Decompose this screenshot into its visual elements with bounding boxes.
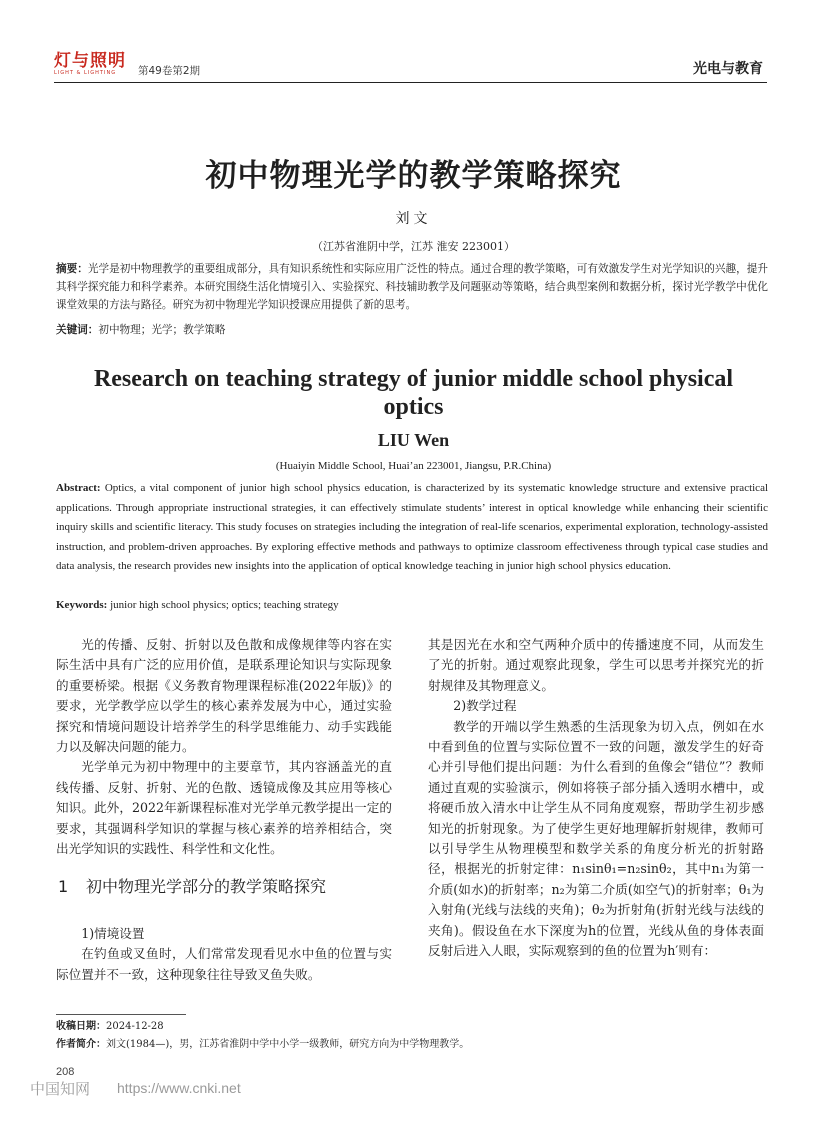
abstract-en-text: Optics, a vital component of junior high school physics education, is characterized by its systematic knowledge structure and extensive practical applications. Through appropriate instructional strategies, it can effectively stimulate students’ interest in optical knowledge while enhancing their scientific inquiry skills and scientific literacy. This study focuses on strategies including the integration of real-life scenarios, experimental exploration, technology-assisted instruction, and problem-driven approaches. By exploring effective methods and pathways to optimize classroom effectiveness through typical case studies and data analysis, the research provides new insights into the application of optical knowledge teaching in junior high school physics education. [56, 482, 769, 572]
keywords-zh-text: 初中物理；光学；教学策略 [98, 324, 226, 336]
abstract-zh-text: 光学是初中物理教学的重要组成部分，具有知识系统性和实际应用广泛性的特点。通过合理的教学策略，可有效激发学生对光学知识的兴趣，提升其科学探究能力和科学素养。本研究围绕生活化情境引入、实验探究、科技辅助教学及问题驱动等策略，结合典型案例和数据分析，探讨光学教学中优化课堂效果的方法与路径。研究为初中物理光学知识授课应用提供了新的思考。 [56, 263, 769, 311]
paragraph: 教学的开端以学生熟悉的生活现象为切入点，例如在水中看到鱼的位置与实际位置不一致的问题，激发学生的好奇心并引导他们提出问题：为什么看到的鱼像会“错位”？教师通过直观的实验演示，例如将筷子部分插入透明水槽中，或将硬币放入清水中让学生从不同角度观察，帮助学生初步感知光的折射现象。为了使学生更好地理解折射规律，教师可以引导学生从物理模型和数学关系的角度分析光的折射路径，根据光的折射定律：n₁sinθ₁=n₂sinθ₂，其中n₁为第一介质(如水)的折射率；n₂为第二介质(如空气)的折射率；θ₁为入射角(光线与法线的夹角)；θ₂为折射角(折射光线与法线的夹角)。假设鱼在水下深度为h的位置，光线从鱼的身体表面反射后进入人眼，实际观察到的鱼的位置为h′则有： [428, 718, 764, 959]
column-name: 光电与教育 [693, 61, 763, 77]
paragraph: 光的传播、反射、折射以及色散和成像规律等内容在实际生活中具有广泛的应用价值，是联系理论知识与实际现象的重要桥梁。根据《义务教育物理课程标准(2022年版)》的要求，光学教学应以学生的核心素养发展为中心，通过实验探究和情境问题设计培养学生的科学思维能力、动手实践能力以及解决问题的能力。 [56, 637, 392, 755]
header-rule [54, 82, 767, 83]
watermark-cnki: 中国知网 [30, 1080, 91, 1098]
section-title: 初中物理光学部分的教学策略探究 [86, 877, 327, 897]
footnote-author-bio [56, 1036, 768, 1054]
paragraph: 在钓鱼或叉鱼时，人们常常发现看见水中鱼的位置与实际位置并不一致，这种现象往往导致叉鱼失败。 [56, 946, 392, 982]
section-heading [56, 877, 392, 897]
keywords-en-text: junior high school physics; optics; teaching strategy [110, 599, 339, 611]
author-zh: 刘文 [395, 211, 432, 227]
page-number: 208 [56, 1066, 75, 1078]
affiliation-en: (Huaiyin Middle School, Huai’an 223001, Jiangsu, P.R.China) [275, 460, 552, 472]
title-en: Research on teaching strategy of junior middle school physical optics [93, 366, 734, 420]
affiliation-zh: （江苏省淮阴中学，江苏 淮安 223001） [312, 240, 515, 253]
journal-logo-subtitle: LIGHT & LIGHTING [54, 70, 117, 76]
issue-info: 第49卷第2期 [138, 65, 201, 77]
paragraph: 其是因光在水和空气两种介质中的传播速度不同，从而发生了光的折射。通过观察此现象，学生可以思考并探究光的折射规律及其物理意义。 [428, 637, 764, 693]
abstract-zh-label: 摘要： [56, 263, 88, 275]
body-left-column [56, 635, 392, 985]
paragraph: 光学单元为初中物理中的主要章节，其内容涵盖光的直线传播、反射、折射、光的色散、透镜成像及其应用等核心知识。此外，2022年新课程标准对光学单元教学提出一定的要求，其强调科学知识的掌握与核心素养的培养相结合，突出光学知识的实践性、科学性和文化性。 [56, 759, 392, 857]
footnote-rule [56, 1014, 186, 1015]
abstract-zh [56, 260, 768, 314]
keywords-en-label: Keywords: [56, 599, 108, 611]
subheading: 2)教学过程 [453, 698, 517, 714]
keywords-zh [56, 321, 768, 339]
author-en: LIU Wen [377, 430, 450, 450]
keywords-en [56, 596, 768, 616]
title-zh: 初中物理光学的教学策略探究 [205, 158, 622, 194]
received-label: 收稿日期： [56, 1021, 106, 1032]
received-date: 2024-12-28 [106, 1021, 164, 1032]
abstract-en-label: Abstract: [56, 482, 101, 494]
section-number: 1 [58, 877, 69, 897]
bio-text: 刘文(1984—)，男，江苏省淮阴中学中小学一级教师，研究方向为中学物理教学。 [106, 1039, 470, 1050]
footnote-received [56, 1018, 768, 1036]
body-right-column [428, 635, 764, 962]
subheading: 1)情境设置 [81, 925, 145, 941]
abstract-en [56, 479, 768, 577]
watermark-url[interactable]: https://www.cnki.net [117, 1080, 241, 1096]
bio-label: 作者简介： [56, 1039, 106, 1050]
journal-logo: 灯与照明 [54, 51, 126, 71]
keywords-zh-label: 关键词： [56, 324, 99, 336]
